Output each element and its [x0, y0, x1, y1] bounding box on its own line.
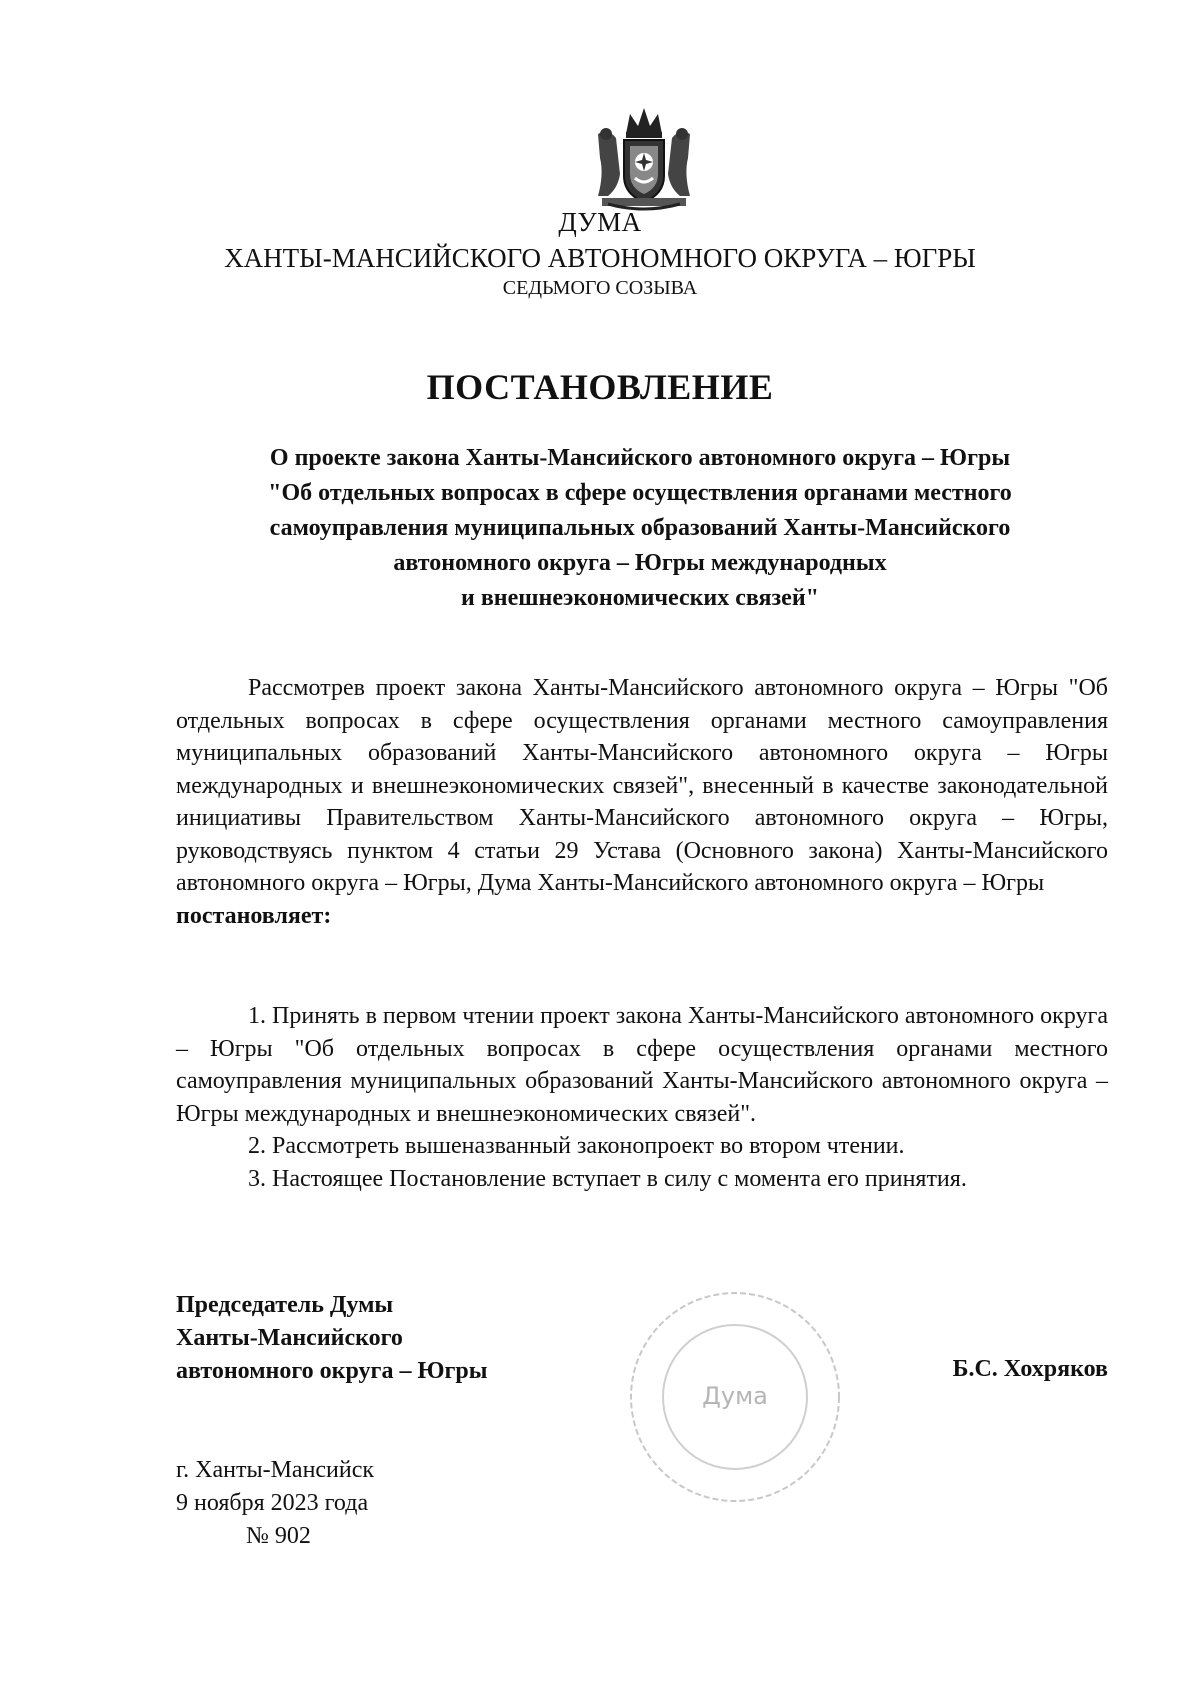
document-subject [180, 441, 1100, 616]
date: 9 ноября 2023 года [176, 1490, 369, 1516]
signatory-position [176, 1289, 487, 1388]
signatory-name: Б.С. Хохряков [952, 1356, 1108, 1382]
resolution-items [176, 1000, 1108, 1195]
resolution-item: 1. Принять в первом чтении проект закона Ханты-Мансийского автономного округа – Югры "Об отдельных вопросах в сфере осуществления органами местного самоуправления муниципальных образований Ханты-Мансийского автономного округа – Югры международных и внешнеэкономических связей". [176, 1003, 1108, 1127]
subject-line: О проекте закона Ханты-Мансийского автономного округа – Югры [269, 445, 1011, 471]
coat-of-arms-icon [588, 104, 700, 212]
preamble-text: Рассмотрев проект закона Ханты-Мансийского автономного округа – Югры "Об отдельных вопросах в сфере осуществления органами местного самоуправления муниципальных образований Ханты-Мансийского автономного округа – Югры международных и внешнеэкономических связей", внесенный в качестве законодательной инициативы Правительством Ханты-Мансийского автономного округа – Югры, руководствуясь пунктом 4 статьи 29 Устава (Основного закона) Ханты-Мансийского автономного округа – Югры, Дума Ханты-Мансийского автономного округа – Югры [176, 675, 1108, 896]
position-line: Председатель Думы [176, 1292, 394, 1318]
position-line: автономного округа – Югры [176, 1358, 488, 1384]
position-line: Ханты-Мансийского [176, 1325, 403, 1351]
subject-line: и внешнеэкономических связей" [461, 585, 819, 611]
document-number: № 902 [246, 1523, 311, 1549]
resolves-text: постановляет: [176, 902, 332, 929]
subject-line: самоуправления муниципальных образований Ханты-Мансийского [269, 515, 1011, 541]
subject-line: автономного округа – Югры международных [393, 550, 887, 576]
city: г. Ханты-Мансийск [176, 1457, 375, 1483]
stamp-text: Дума [702, 1382, 768, 1410]
subject-line: "Об отдельных вопросах в сфере осуществления органами местного [268, 480, 1012, 506]
document-type: ПОСТАНОВЛЕНИЕ [426, 367, 774, 407]
org-convocation: СЕДЬМОГО СОЗЫВА [502, 277, 698, 299]
org-region: ХАНТЫ-МАНСИЙСКОГО АВТОНОМНОГО ОКРУГА – ЮГРЫ [224, 243, 976, 273]
resolution-item: 3. Настоящее Постановление вступает в силу с момента его принятия. [248, 1165, 967, 1192]
resolution-item: 2. Рассмотреть вышеназванный законопроект во втором чтении. [248, 1133, 905, 1159]
document-footer [176, 1454, 374, 1553]
org-title: ДУМА [558, 207, 642, 237]
seal-stamp [626, 1288, 844, 1506]
preamble-paragraph [176, 672, 1108, 932]
